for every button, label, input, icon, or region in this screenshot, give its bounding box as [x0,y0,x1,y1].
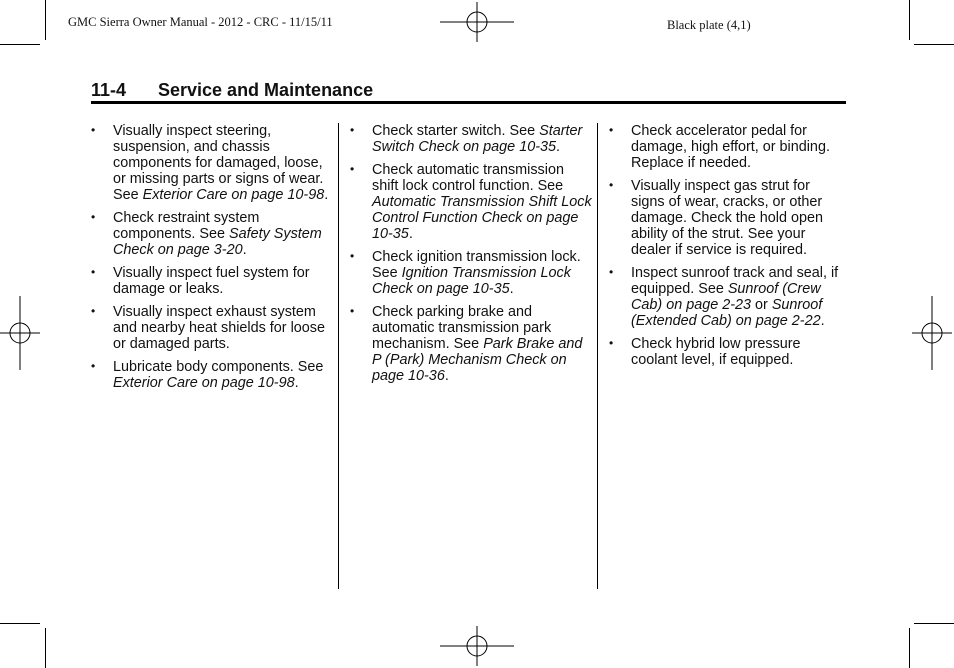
cross-reference: Automatic Transmission Shift Lock Control Function Check on page 10-35 [372,194,592,242]
crop-mark [914,44,954,45]
bullet-icon: • [609,265,614,279]
bullet-icon: • [91,359,96,373]
list-item-text [113,265,310,297]
text-segment: Check ignition transmission lock. See [372,249,581,281]
crop-mark [0,623,40,624]
list-item-text [113,359,323,391]
column-2 [350,123,592,391]
bullet-icon: • [609,123,614,137]
text-segment: Check restraint system components. See [113,210,260,242]
crop-mark [45,628,46,668]
text-segment: . [820,313,825,329]
list-item-text [113,123,328,203]
bullet-icon: • [609,178,614,192]
cross-reference: Exterior Care on page 10-98 [142,187,325,203]
text-segment: Lubricate body components. See [113,359,324,375]
text-segment: Visually inspect steering, suspension, and chassis components for damaged, loose, or missing parts or signs of wear. See [113,123,324,203]
bullet-icon: • [350,249,355,263]
list-item-text [372,304,582,384]
printer-slug-right: Black plate (4,1) [667,18,751,32]
cross-reference: Exterior Care on page 10-98 [113,375,295,391]
list-item [91,210,331,258]
list-item [609,336,845,368]
column-divider [338,123,339,589]
list-item [350,162,592,242]
bullet-icon: • [91,123,96,137]
list-item [350,123,592,155]
list-item-text [372,162,592,242]
list-item [350,304,592,384]
bullet-icon: • [91,210,96,224]
column-divider [597,123,598,589]
column-3 [609,123,845,375]
text-segment: . [324,187,329,203]
text-segment: . [294,375,299,391]
list-item-text [113,210,322,258]
header-rule [91,101,846,104]
column-1 [91,123,331,398]
cross-reference: Park Brake and P (Park) Mechanism Check on page 10-36 [372,336,583,384]
registration-mark-icon [440,2,514,42]
text-segment: Visually inspect exhaust system and nearby heat shields for loose or damaged parts. [113,304,326,352]
text-segment: Visually inspect gas strut for signs of wear, cracks, or other damage. Check the hold open ability of the strut. See your dealer if service is required. [631,178,824,258]
list-item-text [372,249,581,297]
text-segment: Check starter switch. See [372,123,540,139]
list-item-text [113,304,325,352]
bullet-icon: • [350,162,355,176]
crop-mark [909,0,910,40]
text-segment: Visually inspect fuel system for damage or leaks. [113,265,310,297]
bullet-icon: • [91,304,96,318]
crop-mark [909,628,910,668]
text-segment: or [751,297,772,313]
list-item [91,304,331,352]
page-number: 11-4 [91,80,127,100]
crop-mark [0,44,40,45]
list-item-text [631,265,838,329]
cross-reference: Sunroof (Extended Cab) on page 2-22 [631,297,823,329]
text-segment: . [509,281,514,297]
cross-reference: Starter Switch Check on page 10-35 [372,123,583,155]
list-item [91,359,331,391]
crop-mark [45,0,46,40]
text-segment: . [444,368,449,384]
registration-mark-icon [912,296,952,370]
printer-slug-left: GMC Sierra Owner Manual - 2012 - CRC - 11/15/11 [68,15,333,29]
text-segment: Check parking brake and automatic transmission park mechanism. See [372,304,552,352]
list-item-text [631,336,801,368]
list-item-text [631,123,830,171]
list-item-text [631,178,823,258]
registration-mark-icon [0,296,40,370]
bullet-icon: • [609,336,614,350]
cross-reference: Ignition Transmission Lock Check on page 10-35 [372,265,571,297]
text-segment: Check accelerator pedal for damage, high effort, or binding. Replace if needed. [631,123,830,171]
text-segment: Check automatic transmission shift lock control function. See [372,162,564,194]
cross-reference: Sunroof (Crew Cab) on page 2-23 [631,281,821,313]
text-segment: Inspect sunroof track and seal, if equipped. See [631,265,839,297]
text-segment: . [408,226,413,242]
list-item [91,265,331,297]
bullet-icon: • [350,304,355,318]
cross-reference: Safety System Check on page 3-20 [113,226,322,258]
list-item [609,123,845,171]
text-segment: . [242,242,247,258]
registration-mark-icon [440,626,514,666]
crop-mark [914,623,954,624]
list-item [350,249,592,297]
list-item [91,123,331,203]
bullet-icon: • [350,123,355,137]
list-item-text [372,123,582,155]
text-segment: Check hybrid low pressure coolant level, if equipped. [631,336,801,368]
list-item [609,178,845,258]
list-item [609,265,845,329]
section-title: Service and Maintenance [158,80,374,100]
bullet-icon: • [91,265,96,279]
text-segment: . [556,139,560,155]
